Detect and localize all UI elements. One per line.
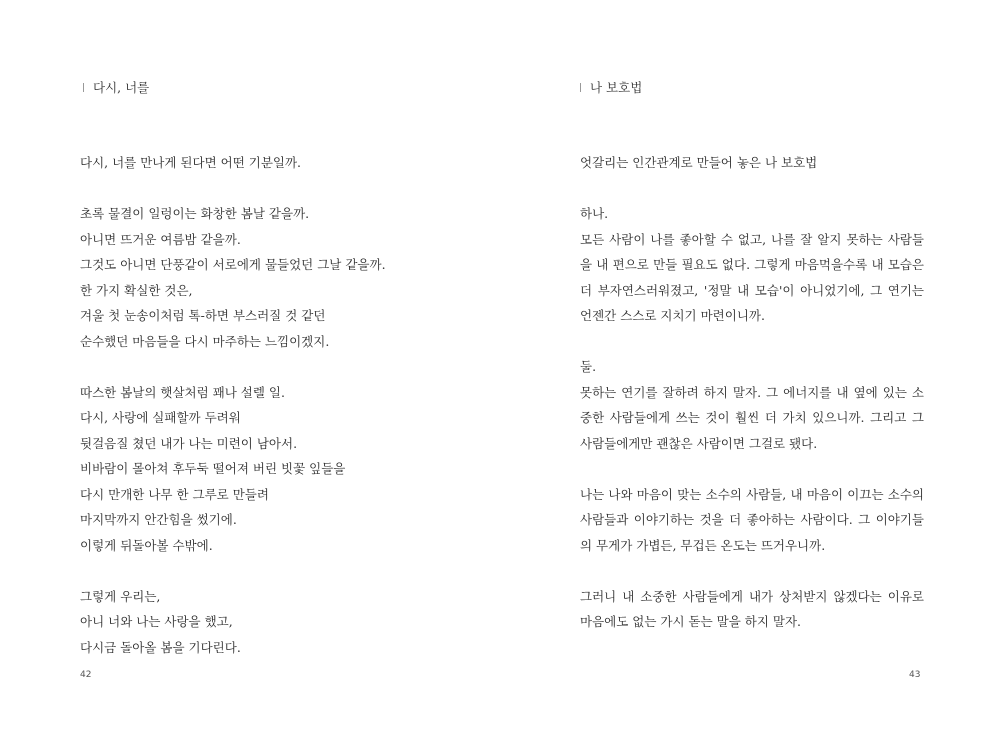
essay-body bbox=[580, 150, 924, 635]
poem-line: 그렇게 우리는, bbox=[80, 588, 161, 604]
essay-paragraph: 그러니 내 소중한 사람들에게 내가 상처받지 않겠다는 이유로 마음에도 없는 가시 돋는 말을 하지 말자. bbox=[580, 588, 924, 629]
poem-line: 따스한 봄날의 햇살처럼 꽤나 설렐 일. bbox=[80, 384, 285, 400]
page-number-left: 42 bbox=[80, 670, 92, 680]
running-header-right bbox=[580, 78, 642, 96]
stanza bbox=[80, 150, 400, 176]
poem-line: 비바람이 몰아쳐 후두둑 떨어져 버린 빗꽃 잎들을 bbox=[80, 461, 346, 476]
poem-line: 이렇게 뒤돌아볼 수밖에. bbox=[80, 537, 213, 553]
right-page bbox=[500, 0, 1000, 740]
header-title: 나 보호법 bbox=[590, 80, 643, 95]
poem-line: 겨울 첫 눈송이처럼 톡-하면 부스러질 것 같던 bbox=[80, 308, 326, 323]
poem-line: 초록 물결이 일렁이는 화창한 봄날 같을까. bbox=[80, 206, 310, 221]
poem-line: 뒷걸음질 쳤던 내가 나는 미련이 남아서. bbox=[80, 435, 298, 451]
poem-line: 아니 너와 나는 사랑을 했고, bbox=[80, 614, 233, 629]
poem-line: 아니면 뜨거운 여름밤 같을까. bbox=[80, 231, 241, 247]
poem-line: 마지막까지 안간힘을 썼기에. bbox=[80, 512, 237, 527]
poem-line: 순수했던 마음들을 다시 마주하는 느낌이겠지. bbox=[80, 333, 330, 349]
essay-paragraph: 하나. 모든 사람이 나를 좋아할 수 없고, 나를 잘 알지 못하는 사람들을 내 편으로 만들 필요도 없다. 그렇게 마음먹을수록 내 모습은 더 부자연스러워졌고, '정말 내 모습'이 아니었기에, 그 연기는 언젠간 스스로 지치기 마련이니까. bbox=[580, 206, 924, 323]
header-title: 다시, 너를 bbox=[93, 80, 150, 95]
essay-paragraph: 나는 나와 마음이 맞는 소수의 사람들, 내 마음이 이끄는 소수의 사람들과 이야기하는 것을 더 좋아하는 사람이다. 그 이야기들의 무게가 가볍든, 무겁든 온도는 뜨거우니까. bbox=[580, 486, 924, 553]
header-divider-bar bbox=[83, 83, 84, 92]
stanza bbox=[80, 584, 400, 661]
essay-paragraph: 엇갈리는 인간관계로 만들어 놓은 나 보호법 bbox=[580, 155, 818, 170]
poem-line: 다시, 너를 만나게 된다면 어떤 기분일까. bbox=[80, 155, 302, 170]
page-number-right: 43 bbox=[909, 670, 921, 680]
poem-line: 다시, 사랑에 실패할까 두려워 bbox=[80, 410, 241, 425]
poem-line: 다시 만개한 나무 한 그루로 만들려 bbox=[80, 486, 269, 502]
poem-line: 다시금 돌아올 봄을 기다린다. bbox=[80, 639, 241, 655]
header-divider-bar bbox=[580, 83, 581, 92]
poem-line: 그것도 아니면 단풍같이 서로에게 물들었던 그날 같을까. bbox=[80, 257, 386, 272]
running-header-left bbox=[83, 78, 149, 96]
essay-paragraph: 둘. 못하는 연기를 잘하려 하지 말자. 그 에너지를 내 옆에 있는 소중한 사람들에게 쓰는 것이 훨씬 더 가치 있으니까. 그리고 그 사람들에게만 괜찮은 사람이면 그걸로 됐다. bbox=[580, 359, 924, 451]
stanza bbox=[80, 201, 400, 354]
poem-line: 한 가지 확실한 것은, bbox=[80, 282, 193, 298]
poem-body bbox=[80, 150, 400, 660]
stanza bbox=[80, 380, 400, 559]
